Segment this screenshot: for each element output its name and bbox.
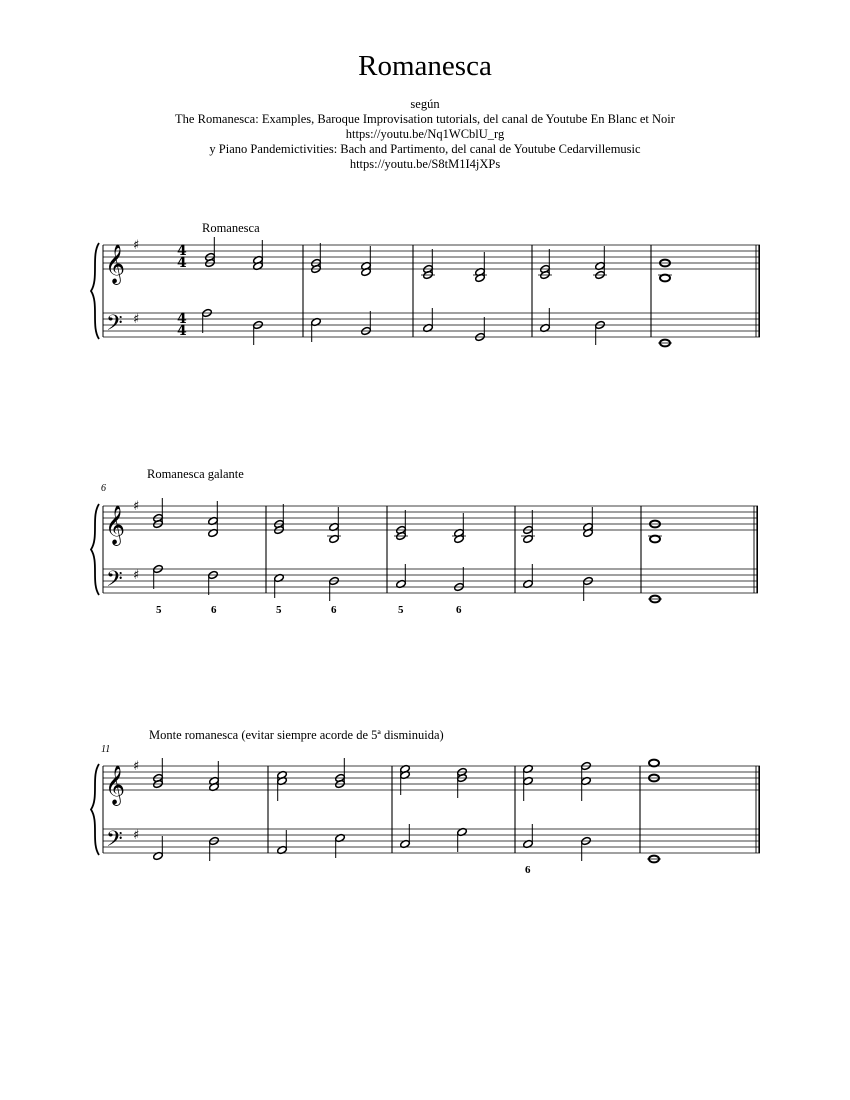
brace-icon (91, 764, 99, 855)
whole-note (650, 536, 660, 543)
sharp-icon: ♯ (133, 759, 140, 774)
sharp-icon: ♯ (133, 828, 140, 843)
subtitle-line-2: The Romanesca: Examples, Baroque Improvisation tutorials, del canal de Youtube En Blanc et Noir (175, 112, 675, 126)
figured-bass-number: 5 (398, 604, 404, 616)
figured-bass-number: 5 (156, 604, 162, 616)
figured-bass-number: 5 (276, 604, 282, 616)
subtitle-line-3: y Piano Pandemictivities: Bach and Partimento, del canal de Youtube Cedarvillemusic (209, 142, 641, 156)
time-signature: 4 (177, 243, 187, 259)
measure-number-11: 11 (101, 744, 111, 755)
treble-clef-icon: 𝄞 (105, 765, 126, 805)
subtitle-link-2: https://youtu.be/S8tM1I4jXPs (349, 157, 501, 171)
sharp-icon: ♯ (133, 568, 140, 583)
figured-bass-number: 6 (331, 604, 337, 616)
whole-note (660, 275, 670, 282)
figured-bass-number: 6 (456, 604, 462, 616)
treble-clef-icon: 𝄞 (105, 505, 126, 545)
brace-icon (91, 243, 99, 339)
brace-icon (91, 504, 99, 595)
time-signature: 4 (177, 255, 187, 271)
figured-bass-number: 6 (211, 604, 217, 616)
bass-clef-icon: 𝄢 (106, 827, 123, 857)
subtitle-link-1: https://youtu.be/Nq1WCblU_rg (345, 127, 505, 141)
bass-clef-icon: 𝄢 (106, 567, 123, 597)
system-1-label: Romanesca (202, 221, 260, 235)
system-3-label: Monte romanesca (evitar siempre acorde de 5ª disminuida) (149, 728, 444, 742)
figured-bass-number: 6 (525, 864, 531, 876)
time-signature: 4 (177, 323, 187, 339)
whole-note (649, 760, 659, 767)
bass-clef-icon: 𝄢 (106, 311, 123, 341)
sharp-icon: ♯ (133, 312, 140, 327)
treble-clef-icon: 𝄞 (105, 244, 126, 284)
sharp-icon: ♯ (133, 238, 140, 253)
score-title: Romanesca (358, 50, 492, 82)
sharp-icon: ♯ (133, 499, 140, 514)
time-signature: 4 (177, 311, 187, 327)
system-2-label: Romanesca galante (147, 467, 244, 481)
subtitle-line-1: según (410, 97, 440, 111)
measure-number-6: 6 (101, 483, 106, 494)
